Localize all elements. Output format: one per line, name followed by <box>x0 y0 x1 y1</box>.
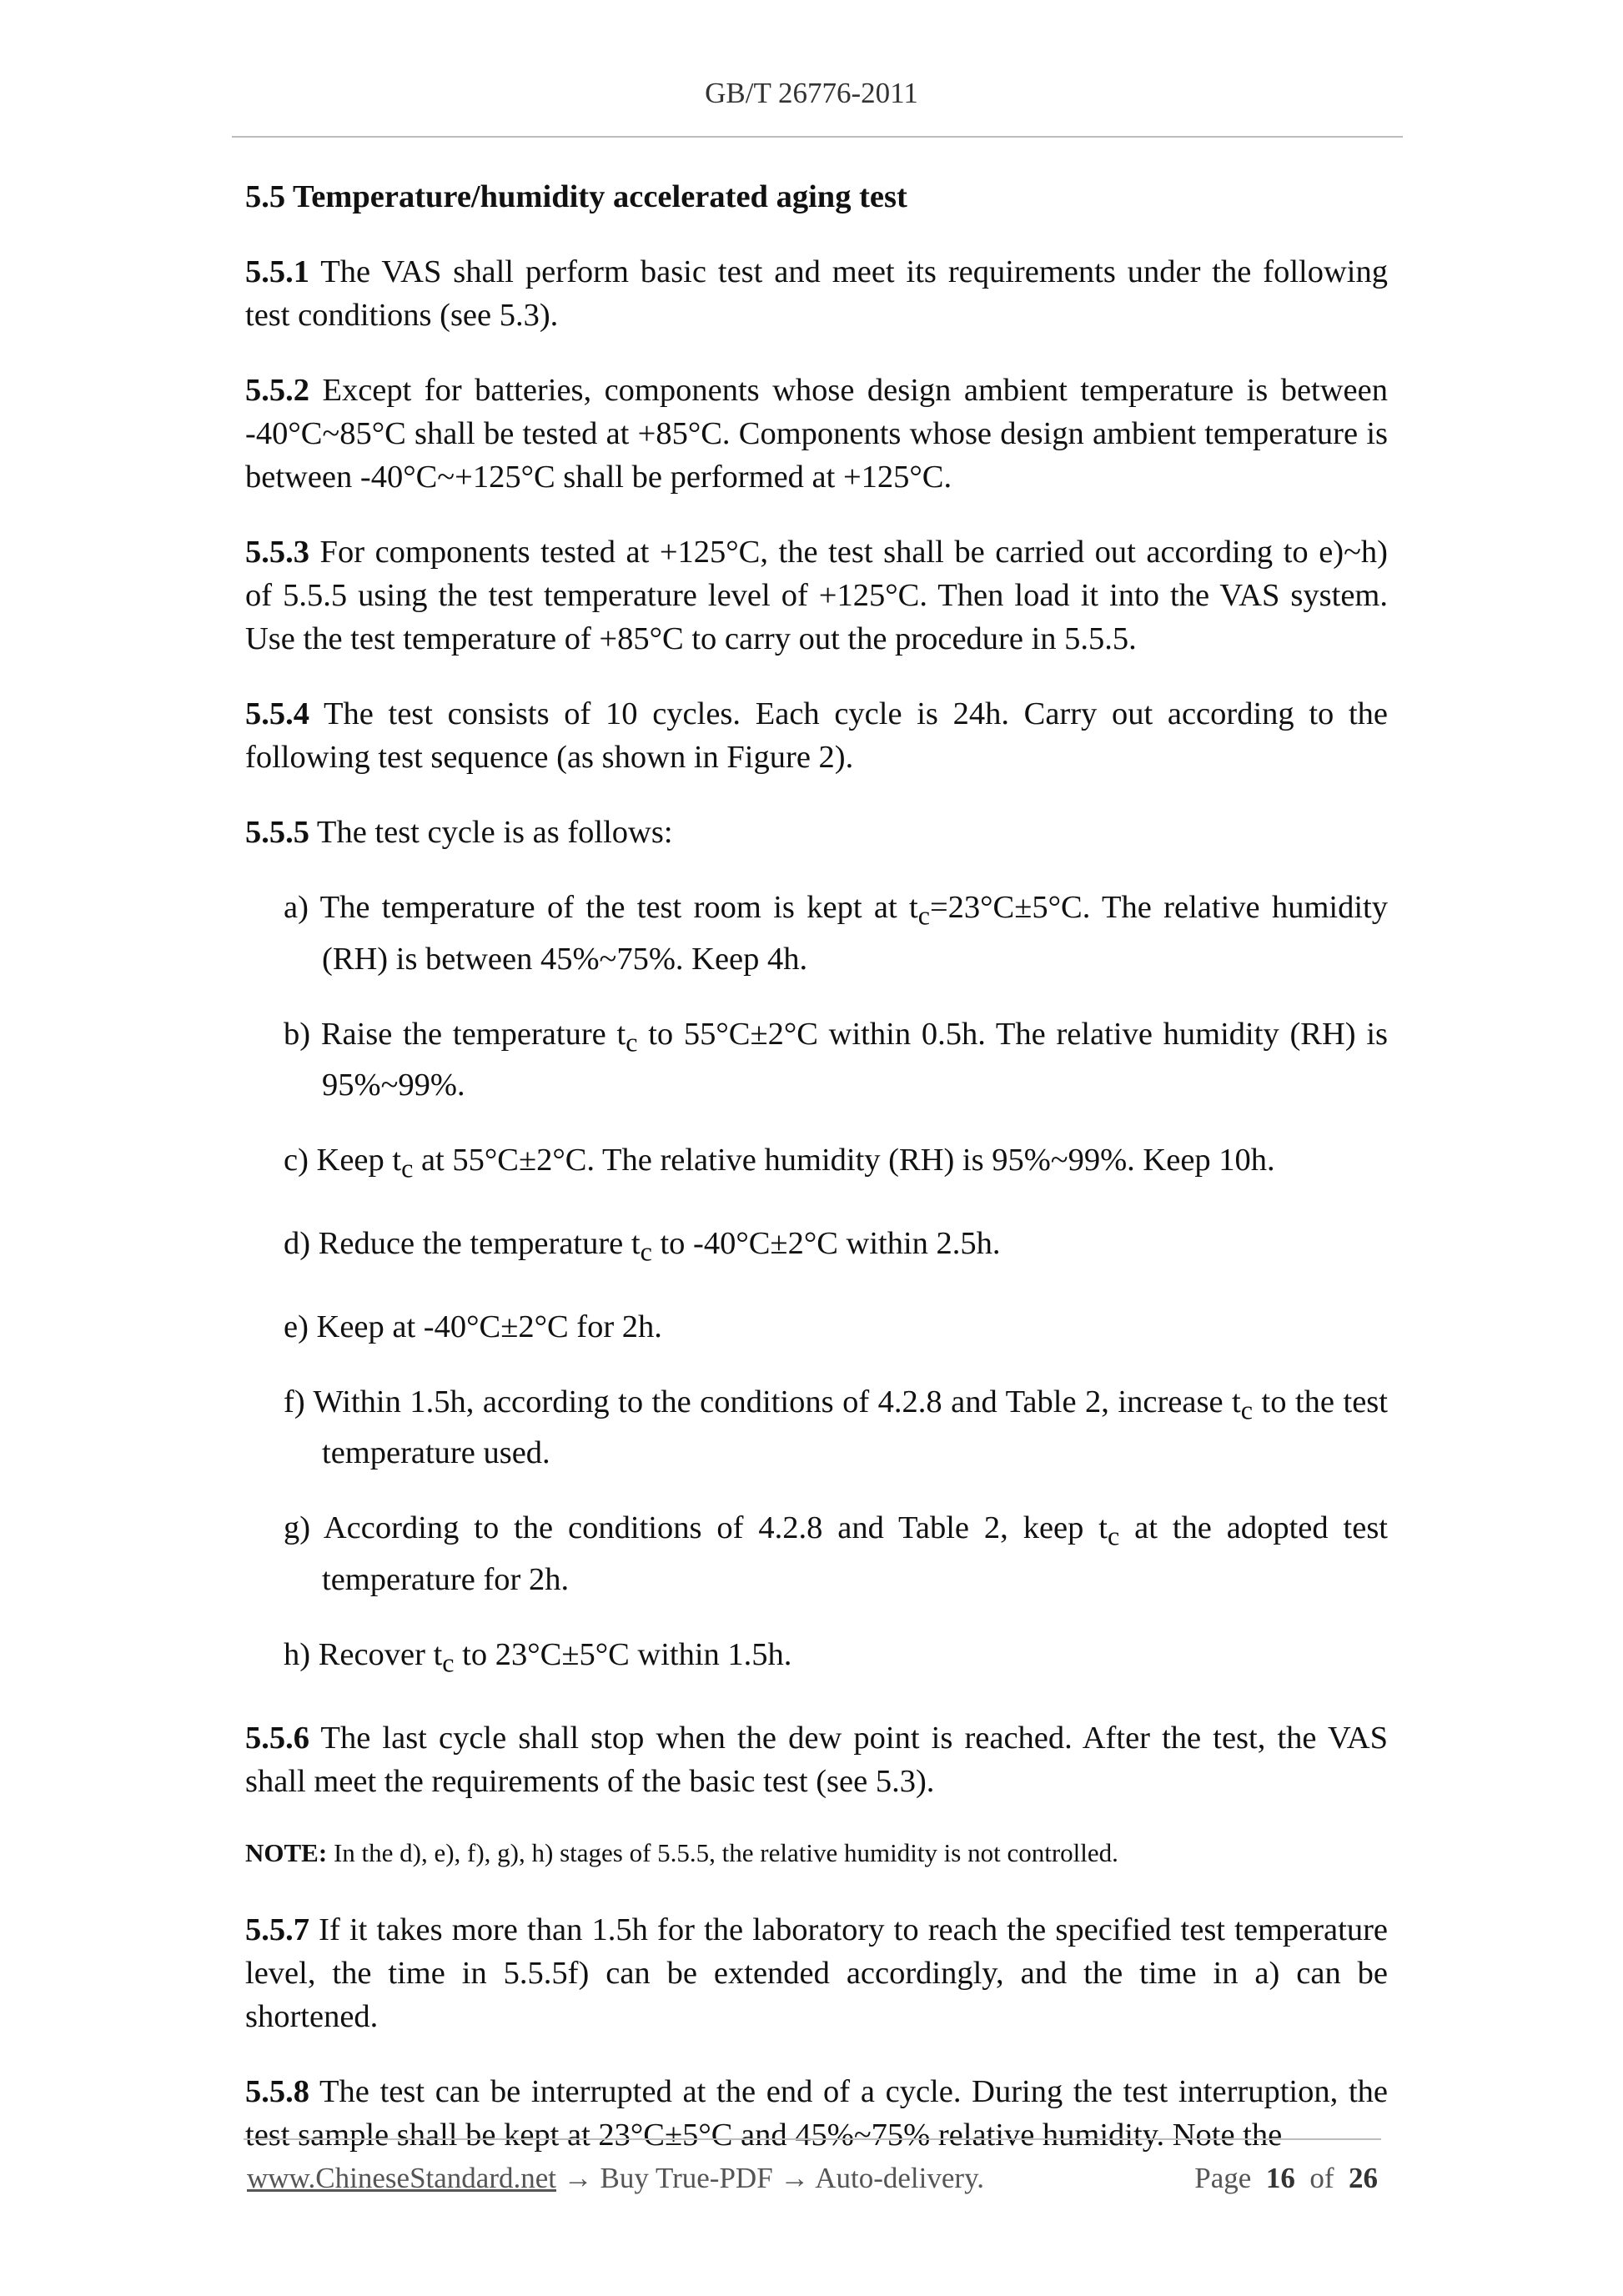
clause-number: 5.5.5 <box>245 815 309 850</box>
item-text: a) The temperature of the test room is kept at t <box>284 890 918 925</box>
item-text: to 23°C±5°C within 1.5h. <box>454 1637 792 1673</box>
clause-5-5-8 <box>245 2070 1388 2157</box>
clause-text: The test cycle is as follows: <box>309 815 673 850</box>
page-word: Page <box>1194 2162 1252 2194</box>
item-subscript: c <box>626 1027 638 1058</box>
item-text: to the test temperature used. <box>322 1384 1388 1471</box>
clause-number: 5.5.3 <box>245 535 309 570</box>
clause-5-5-3 <box>245 530 1388 661</box>
item-text: b) Raise the temperature t <box>284 1016 626 1052</box>
clause-text: Except for batteries, components whose design ambient temperature is between -40°C~85°C shall be tested at +85°C. Components whose design ambient temperature is between -40°C~+125°C shall be performed at +125°C. <box>245 373 1388 495</box>
item-subscript: c <box>1240 1394 1253 1425</box>
item-text: =23°C±5°C. The relative humidity (RH) is between 45%~75%. Keep 4h. <box>322 890 1388 977</box>
clause-number: 5.5.7 <box>245 1912 309 1947</box>
page-footer <box>247 2160 1378 2197</box>
site-link[interactable]: www.ChineseStandard.net <box>247 2162 556 2194</box>
item-subscript: c <box>442 1647 455 1678</box>
clause-number: 5.5.6 <box>245 1720 309 1756</box>
item-text: at the adopted test temperature for 2h. <box>322 1510 1388 1598</box>
clause-5-5-5 <box>245 811 1388 854</box>
clause-number: 5.5.1 <box>245 254 309 289</box>
arrow-right-icon: → <box>563 2162 593 2194</box>
document-body <box>245 175 1388 2188</box>
item-text: c) Keep t <box>284 1143 402 1178</box>
clause-number: 5.5.2 <box>245 373 309 408</box>
item-text: to -40°C±2°C within 2.5h. <box>651 1226 1001 1262</box>
clause-5-5-6 <box>245 1716 1388 1803</box>
clause-5-5-7 <box>245 1908 1388 2038</box>
list-item-c <box>284 1138 1388 1190</box>
list-item-g <box>284 1506 1388 1601</box>
footer-divider <box>244 2138 1381 2140</box>
note-label: NOTE: <box>245 1837 328 1867</box>
clause-text: The test can be interrupted at the end of a cycle. During the test interruption, the test sample shall be kept at 23°C±5°C and 45%~75% relative humidity. Note the <box>245 2073 1388 2153</box>
list-item-h <box>284 1633 1388 1685</box>
clause-text: The test consists of 10 cycles. Each cycle is 24h. Carry out according to the following test sequence (as shown in Figure 2). <box>245 696 1388 775</box>
item-subscript: c <box>1107 1521 1120 1552</box>
clause-text: For components tested at +125°C, the test shall be carried out according to e)~h) of 5.5.5 using the test temperature level of +125°C. Then load it into the VAS system. Use the test temperature of +85°C to carry out the procedure in 5.5.5. <box>245 535 1388 656</box>
page-number: 16 <box>1265 2162 1295 2194</box>
clause-text: If it takes more than 1.5h for the laboratory to reach the specified test temperature level, the time in 5.5.5f) can be extended accordingly, and the time in a) can be shortened. <box>245 1912 1388 2034</box>
page-indicator <box>1194 2160 1378 2197</box>
note <box>245 1835 1388 1871</box>
item-text: f) Within 1.5h, according to the conditions of 4.2.8 and Table 2, increase t <box>284 1384 1241 1419</box>
clause-number: 5.5.8 <box>245 2073 309 2109</box>
clause-5-5-2 <box>245 369 1388 499</box>
item-subscript: c <box>917 900 930 931</box>
document-code-header: GB/T 26776-2011 <box>705 77 918 109</box>
clause-number: 5.5.4 <box>245 696 309 731</box>
clause-text: The last cycle shall stop when the dew point is reached. After the test, the VAS shall meet the requirements of the basic test (see 5.3). <box>245 1720 1388 1799</box>
auto-delivery-text: Auto-delivery. <box>809 2162 985 2194</box>
item-text: d) Reduce the temperature t <box>284 1226 641 1262</box>
list-item-b <box>284 1012 1388 1108</box>
list-item-f <box>284 1380 1388 1475</box>
clause-5-5-4 <box>245 692 1388 779</box>
item-subscript: c <box>401 1153 414 1184</box>
list-item-d <box>284 1222 1388 1274</box>
item-text: at 55°C±2°C. The relative humidity (RH) is 95%~99%. Keep 10h. <box>413 1143 1275 1178</box>
note-text: In the d), e), f), g), h) stages of 5.5.5, the relative humidity is not controlled. <box>327 1837 1118 1867</box>
item-text: e) Keep at -40°C±2°C for 2h. <box>284 1309 662 1344</box>
buy-true-pdf-text: Buy True-PDF <box>592 2162 781 2194</box>
clause-text: The VAS shall perform basic test and meet its requirements under the following test conditions (see 5.3). <box>245 254 1388 333</box>
item-subscript: c <box>640 1236 652 1267</box>
arrow-right-icon: → <box>780 2162 810 2194</box>
clause-5-5-1 <box>245 250 1388 337</box>
section-heading: 5.5 Temperature/humidity accelerated aging test <box>245 179 907 214</box>
list-item-a <box>284 886 1388 981</box>
page-total: 26 <box>1349 2162 1378 2194</box>
item-text: g) According to the conditions of 4.2.8 and Table 2, keep t <box>284 1510 1108 1546</box>
of-word: of <box>1309 2162 1334 2194</box>
header-divider <box>232 136 1403 138</box>
item-text: to 55°C±2°C within 0.5h. The relative humidity (RH) is 95%~99%. <box>322 1016 1389 1103</box>
list-item-e <box>284 1305 1388 1349</box>
item-text: h) Recover t <box>284 1637 443 1673</box>
